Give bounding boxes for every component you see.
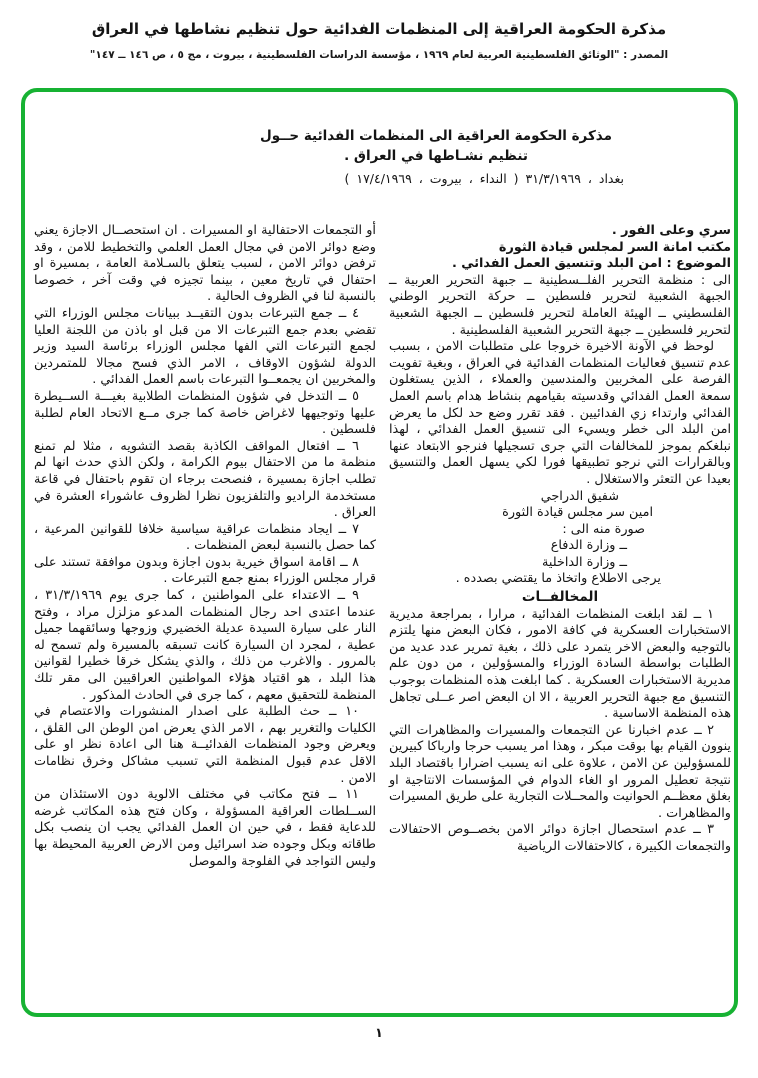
memo-title-line1: مذكرة الحكومة العراقية الى المنظمات الفدائية حــول bbox=[260, 128, 612, 144]
violation-item-5: ٥ ــ التدخل في شؤون المنظمات الطلابية بغيـــة الســيطرة عليها وتوجيهها لاغراض خاصة كما جرى مــع الاتحاد العام لطلبة فلسطين . bbox=[34, 388, 376, 438]
page-number: ١ bbox=[375, 1026, 383, 1041]
violation-item-9: ٩ ــ الاعتداء على المواطنين ، كما جرى يوم ٣١/٣/١٩٦٩ ، عندما اعتدى احد رجال المنظمات المدعو مزلزل مراد ، وفتح النار على سيارة السيدة عديلة الخضيري وزوجها وسائقهما جميل عطية ، لمجرد ان السيارة كانت تسبقه بالمسيرة ولم تسمح له بالمرور . والاغرب من ذلك ، والذي يشكل خرقا خطيرا لقوانين هذا البلد ، هو اقتياد هؤلاء المواطنين العراقيين الى مقر تلك المنظمة للتحقيق معهم ، كما جرى في الحادث المذكور . bbox=[34, 588, 376, 703]
violation-item-10: ١٠ ــ حث الطلبة على اصدار المنشورات والاعتصام في الكليات والتغرير بهم ، الامر الذي يعرض امن الوطن الى القلق ، ويعرض وجود المنظمات الفدائيــة هنا الى اعادة نظر او على الاقل عدم قبول المنظمة التي تسبب مشاكل وخرق نظامات الامن . bbox=[34, 704, 376, 786]
issuing-office-line: مكتب امانة السر لمجلس قيادة الثورة bbox=[498, 239, 731, 255]
copy-note: يرجى الاطلاع واتخاذ ما يقتضي بصدده . bbox=[455, 571, 661, 587]
source-citation: المصدر : "الوثائق الفلسطينية العربية لعام ١٩٦٩ ، مؤسسة الدراسات الفلسطينية ، بيروت ، مج ٥ ، ص ١٤٦ ــ ١٤٧" bbox=[89, 49, 669, 61]
subject-line: الموضوع : امن البلد وتنسيق العمل الفدائي . bbox=[451, 256, 731, 272]
column-right bbox=[389, 223, 731, 870]
copy-to-label: صورة منه الى : bbox=[562, 521, 645, 537]
memo-body-columns bbox=[34, 223, 731, 870]
violation-item-4: ٤ ــ جمع التبرعات بدون التقيــد ببيانات مجلس الوزراء التي تقضي بعدم جمع التبرعات الا من قبل او باذن من اللجنة العليا لجمع التبرعات التي الفها مجلس الوزراء برئاسة السيد وزير الدولة لشؤون الاوقاف ، الامر الذي فسح مجالا للمتمردين والمخربين ان يجمعــوا التبرعات باسم العمل الفدائي . bbox=[34, 305, 376, 388]
column-left bbox=[34, 223, 376, 870]
memo-title-line2: تنظيم نشـاطها في العراق . bbox=[344, 148, 528, 164]
intro-paragraph: لوحظ في الآونة الاخيرة خروجا على متطلبات الامن ، بسبب عدم تنسيق فعاليات المنظمات الفدائية في العراق ، وبغية تفويت الفرصة على المخربين والمندسين والعملاء ، الذين يستغلون سمعة العمل الفدائي وقدسيته بقيامهم بنشاط هدام باسم العمل الفدائي وارتداء زي الفدائيين . فقد تقرر وضع حد لكل ما يعرض امن البلد الى خطر ويسيء الى تنسيق العمل الفدائي ، لهذا نبلغكم بموجز للمخالفات التي جرى تسجيلها فنرجو الابتعاد عنها وبالقرارات التي نرجو تطبيقها فورا لكي يسهل العمل والتنسيق بعيدا عن التعثر والاستغلال . bbox=[389, 339, 731, 487]
page-header bbox=[0, 20, 758, 61]
violation-item-6: ٦ ــ افتعال المواقف الكاذبة بقصد التشويه ، مثلا لم تمنع منظمة ما من الاحتفال بيوم الكرامة ، ولكن الذي حدث انها لم تطلب اجازة بمسيرة ، فنصحت برجاء ان تقوم باحتفال في قاعة مستخدمة الراديو والتلفزيون نظرا لظروف عاشوراء العشرة في العراق . bbox=[34, 438, 376, 521]
classification-line: سري وعلى الفور . bbox=[611, 223, 731, 238]
signature-title: امين سر مجلس قيادة الثورة bbox=[502, 505, 653, 521]
signature-name: شفيق الدراجي bbox=[540, 488, 619, 504]
violation-item-11: ١١ ــ فتح مكاتب في مختلف الالوية دون الاستئذان من الســلطات العراقية المسؤولة ، وكان فتح هذه المكاتب غرضه للدعاية فقط ، في حين ان العمل الفدائي يجب ان ينصب بكل طاقاته وبكل وجوده ضد اسرائيل ومن الارض العربية المحيطة بها وليس التواجد في الفلوجة والموصل bbox=[34, 787, 376, 869]
violation-item-8: ٨ ــ اقامة اسواق خيرية بدون اجازة وبدون موافقة تستند على قرار مجلس الوزراء بمنع جمع التبرعات . bbox=[34, 554, 376, 587]
memo-dateline: بغداد ، ٣١/٣/١٩٦٩ ( النداء ، بيروت ، ١٧/٤/١٩٦٩ ) bbox=[344, 171, 624, 186]
violation-item-3: ٣ ــ عدم استحصال اجازة دوائر الامن بخصــوص الاحتفالات والتجمعات الكبيرة ، كالاحتفالات الرياضية bbox=[389, 822, 731, 854]
violations-heading: المخالفــات bbox=[521, 589, 599, 606]
copy-to-defense: ــ وزارة الدفاع bbox=[550, 538, 627, 554]
copy-to-interior: ــ وزارة الداخلية bbox=[541, 554, 627, 570]
violation-item-1: ١ ــ لقد ابلغت المنظمات الفدائية ، مرارا ، بمراجعة مديرية الاستخبارات العسكرية في كافة الامور ، فكان البعض منها يلتزم بالتوجيه والبعض الاخر يتمرد على ذلك ، بغية تمرير عدد عديد من الطلبات بواسطة السادة الوزراء والمسؤولين ، من دون علم مديرية الاستخبارات العسكرية . كما ابلغت هذه المنظمات بوجوب التنسيق مع جبهة التحرير العربية ، الا ان البعض اصر عــلى تجاهل هذه المنظمة الاساسية . bbox=[389, 606, 731, 722]
document-headline: مذكرة الحكومة العراقية إلى المنظمات الفدائية حول تنظيم نشاطها في العراق bbox=[91, 20, 667, 38]
memo-title bbox=[250, 126, 622, 166]
violation-item-7: ٧ ــ ايجاد منظمات عراقية سياسية خلافا للقوانين المرعية ، كما حصل بالنسبة لبعض المنظمات . bbox=[34, 521, 376, 554]
scanned-page-border bbox=[21, 88, 738, 1017]
violation-item-2: ٢ ــ عدم اخبارنا عن التجمعات والمسيرات والمظاهرات التي ينوون القيام بها بوقت مبكر ، وهذا امر يسبب حرجا وارباكا كبيرين للمسؤولين عن الامن ، علاوة على انه يسبب اضرارا باقتصاد البلد نتيجة تعطيل المرور او الغاء الدوام في المؤسسات الانتاجية او بغلق معظــم الحوانيت والمحــلات التجارية على طريق المسيرات والمظاهرات . bbox=[389, 722, 731, 821]
violation-item-3-continued: أو التجمعات الاحتفالية او المسيرات . ان استحصــال الاجازة يعني وضع دوائر الامن في مجال العمل العلمي والتخطيط للامن ، وقد ترفض دوائر الامن ، لسبب يتعلق بالسـلامة العامة ، بمسيرة او احتفال في تاريخ معين ، بينما تجيزه في وقت آخر ، خصوصا بالنسبة لنا في الظروف الحالية . bbox=[34, 223, 376, 305]
addressees-paragraph: الى : منظمة التحرير الفلــسطينية ــ جبهة التحرير العربية ــ الجبهة الشعبية لتحرير فلسطين ــ حركة التحرير الوطني الفلسطيني ــ الهيئة العاملة لتحرير فلسطين ــ الجبهة الشعبية لتحرير فلسطين ــ جبهة التحرير الشعبية الفلسطينية . bbox=[389, 272, 731, 338]
